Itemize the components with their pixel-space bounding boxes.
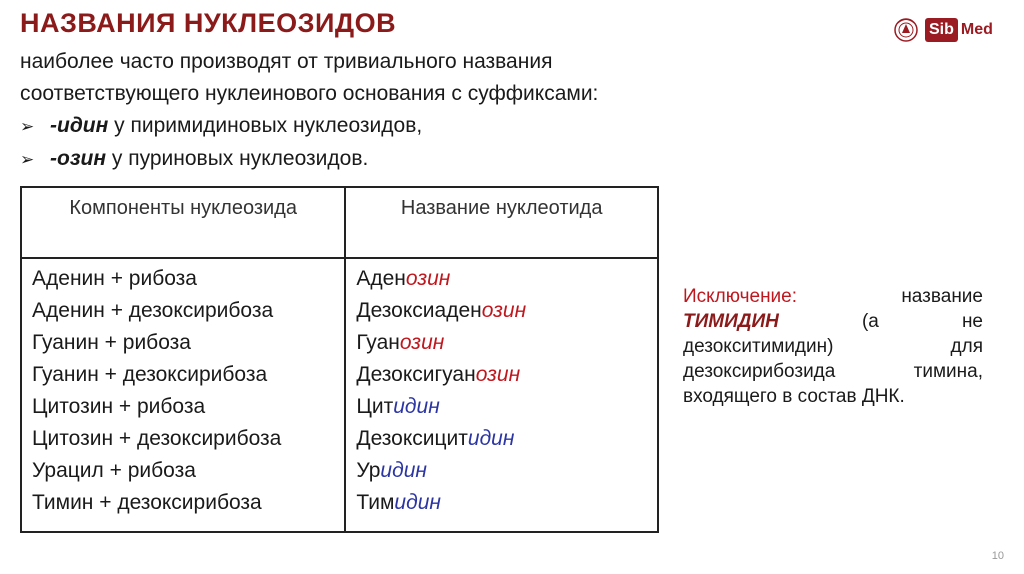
table-row-components: Гуанин + дезоксирибоза bbox=[32, 363, 268, 386]
table-row-components: Цитозин + дезоксирибоза bbox=[32, 427, 282, 450]
intro-line-1: наиболее часто производят от тривиального названия bbox=[20, 50, 553, 73]
logo-sib: Sib bbox=[925, 18, 958, 42]
university-seal-icon bbox=[893, 15, 919, 45]
table-row-name: Цитидин bbox=[356, 395, 440, 418]
table-row-name: Гуанозин bbox=[356, 331, 445, 354]
table-row-components: Урацил + рибоза bbox=[32, 459, 196, 482]
intro-line-2: соответствующего нуклеинового основания с суффиксами: bbox=[20, 82, 599, 105]
exception-label: Исключение: bbox=[683, 286, 798, 307]
table-row-name: Тимидин bbox=[356, 491, 441, 514]
table-row-name: Дезоксигуанозин bbox=[356, 363, 521, 386]
table-row-components: Тимин + дезоксирибоза bbox=[32, 491, 262, 514]
bullet-idin bbox=[20, 110, 720, 143]
table-row-name: Уридин bbox=[356, 459, 427, 482]
header-components: Компоненты нуклеозида bbox=[21, 187, 345, 258]
arrowhead-bullet-icon: ➢ bbox=[20, 117, 35, 136]
table-row-components: Аденин + рибоза bbox=[32, 267, 197, 290]
intro-text bbox=[20, 46, 720, 176]
table-row-name: Дезоксицитидин bbox=[356, 427, 515, 450]
suffix-idin: -идин bbox=[50, 114, 109, 137]
table-row-name: Дезоксиаденозин bbox=[356, 299, 527, 322]
slide-title: НАЗВАНИЯ НУКЛЕОЗИДОВ bbox=[20, 8, 397, 38]
nucleoside-table bbox=[20, 186, 659, 533]
bullet-text: у пуриновых нуклеозидов. bbox=[106, 147, 369, 170]
logo-med: Med bbox=[960, 21, 993, 38]
components-column bbox=[21, 258, 345, 532]
page-number: 10 bbox=[991, 550, 1004, 562]
bullet-text: у пиримидиновых нуклеозидов, bbox=[108, 114, 423, 137]
table-row-name: Аденозин bbox=[356, 267, 451, 290]
sibmed-logo bbox=[893, 14, 993, 46]
arrowhead-bullet-icon: ➢ bbox=[20, 150, 35, 169]
exception-note: Исключение: название ТИМИДИН (а не дезокситимидин) для дезоксирибозида тимина, входящего в состав ДНК. bbox=[683, 286, 983, 407]
thymidine-term: ТИМИДИН bbox=[683, 311, 779, 332]
table-row-components: Гуанин + рибоза bbox=[32, 331, 191, 354]
suffix-ozin: -озин bbox=[50, 147, 107, 170]
names-column bbox=[345, 258, 658, 532]
table-row-components: Цитозин + рибоза bbox=[32, 395, 206, 418]
bullet-ozin bbox=[20, 143, 720, 176]
exception-last-line: входящего в состав ДНК. bbox=[683, 386, 905, 407]
header-name: Название нуклеотида bbox=[345, 187, 658, 258]
table-row-components: Аденин + дезоксирибоза bbox=[32, 299, 274, 322]
